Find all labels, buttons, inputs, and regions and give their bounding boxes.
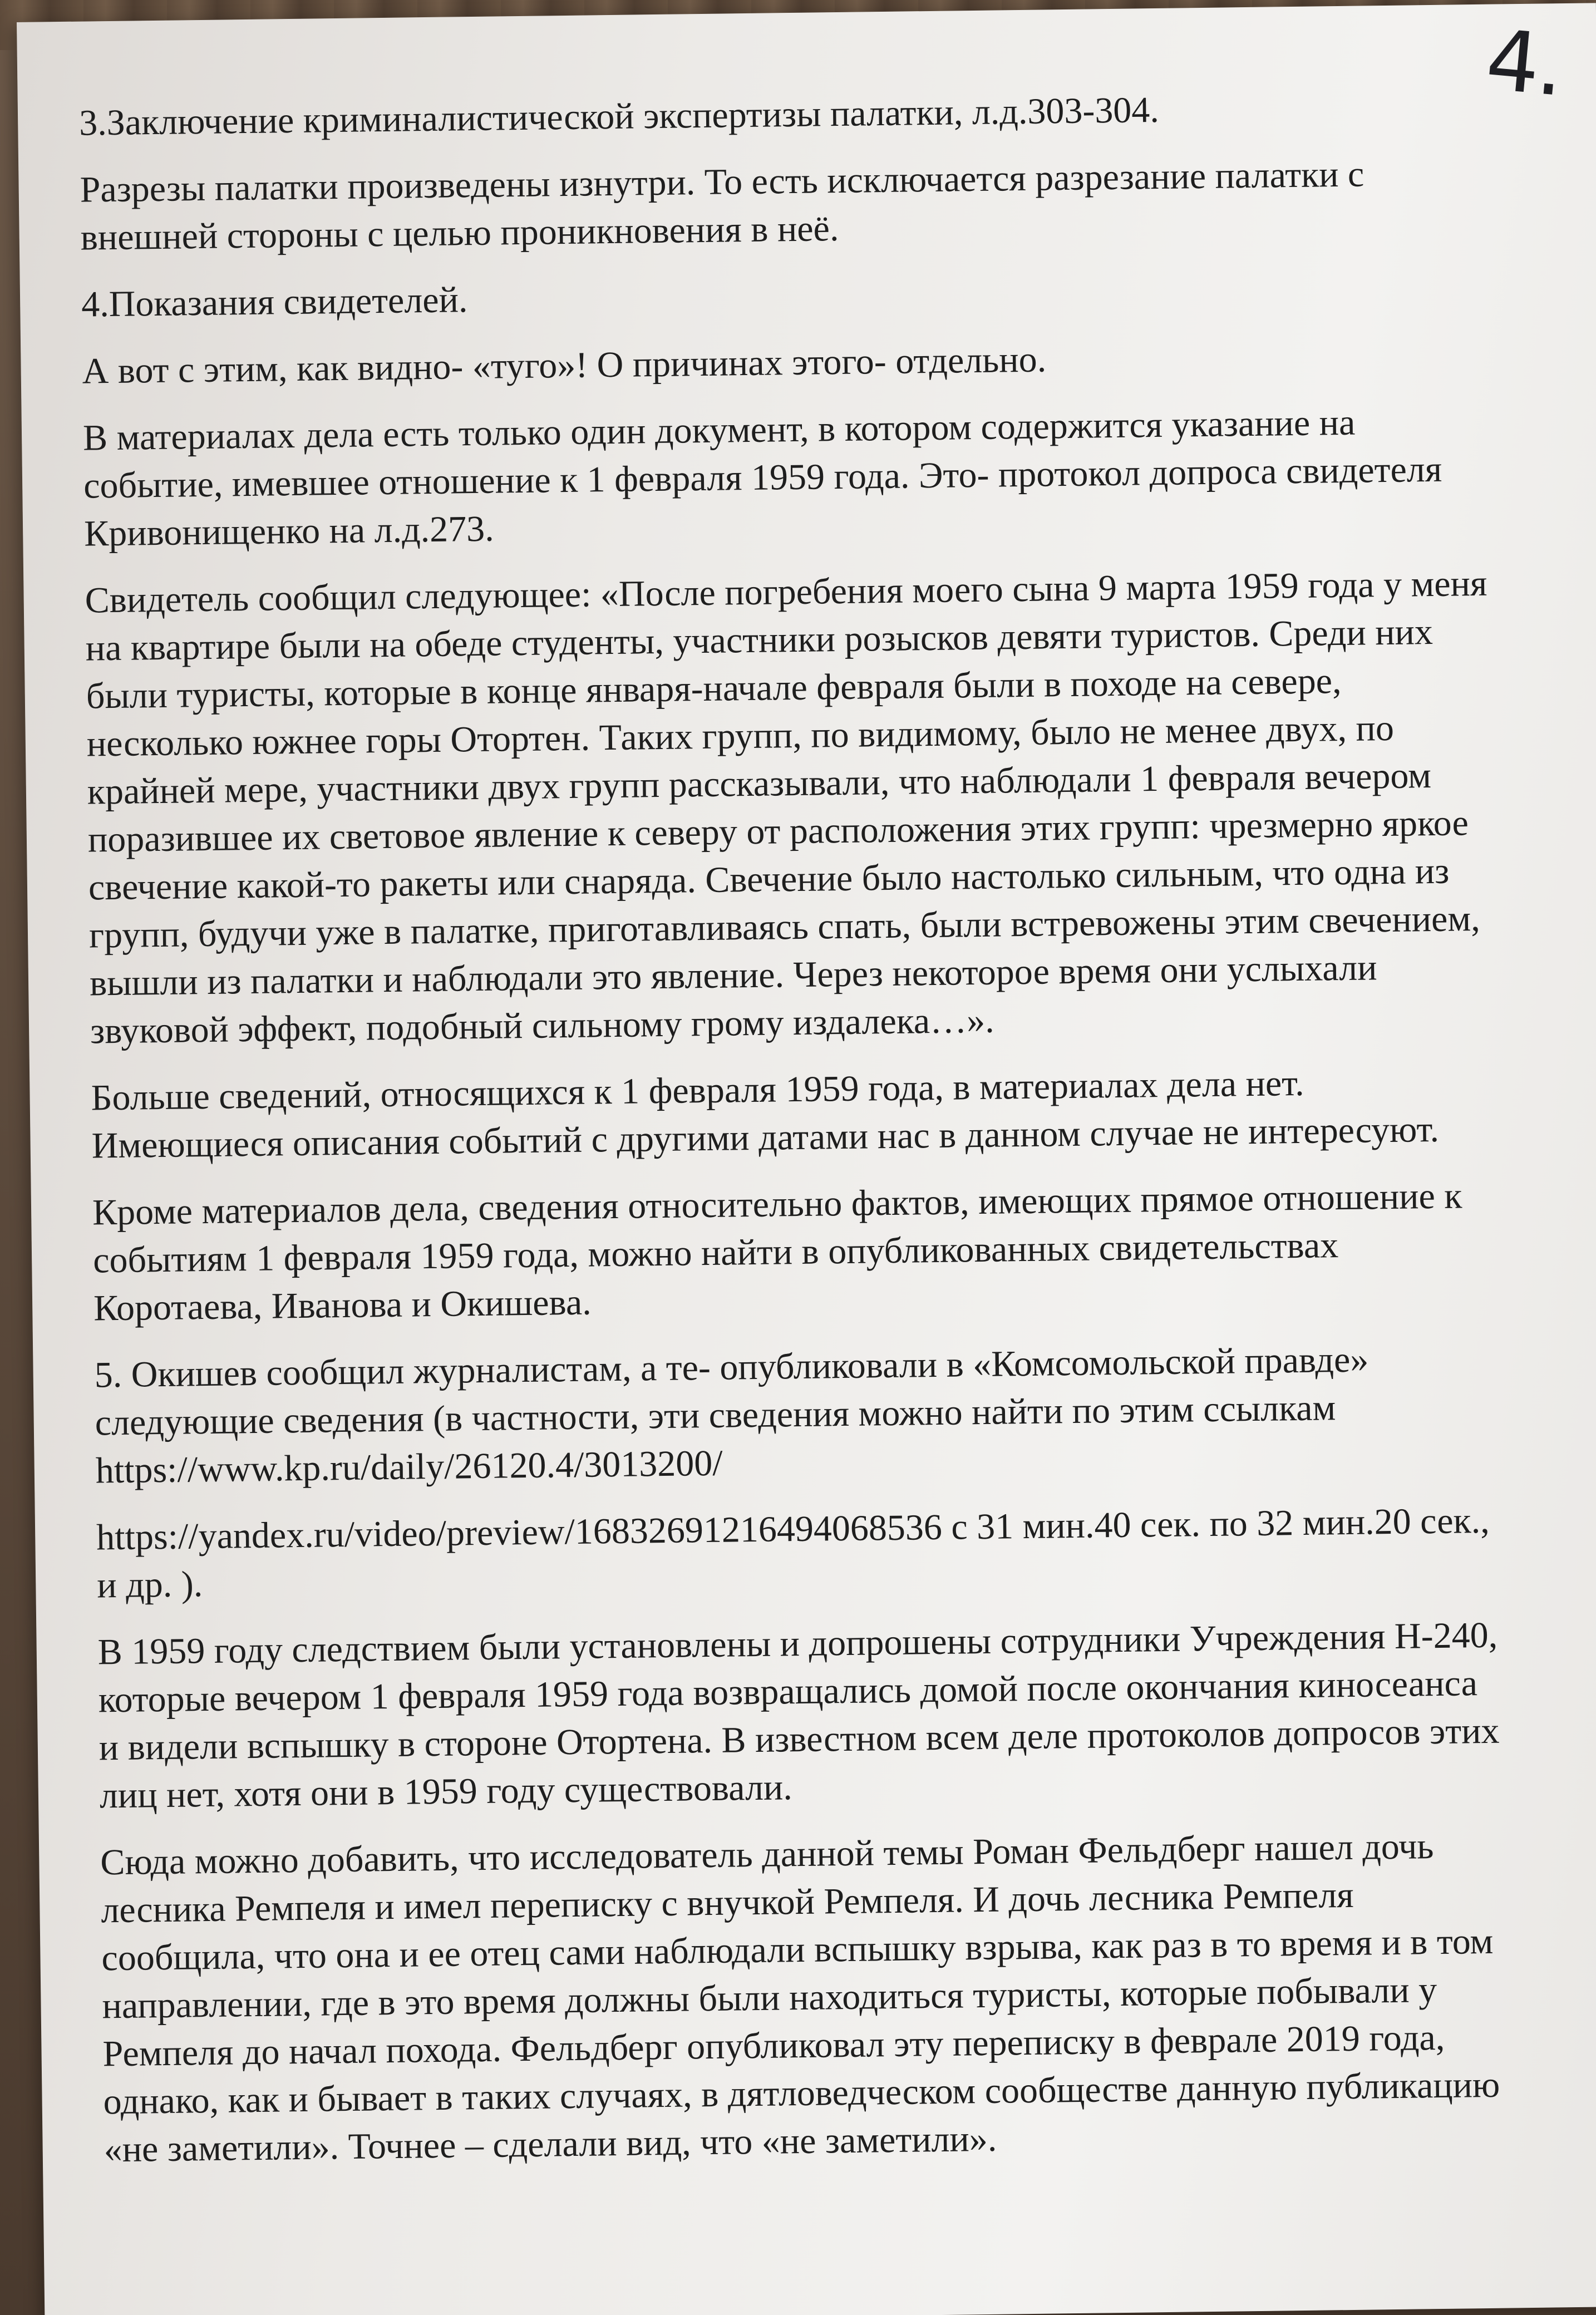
text-line: на квартире были на обеде студенты, участники розысков девяти туристов. Среди них — [85, 611, 1434, 669]
paragraph — [83, 396, 1565, 558]
text-line: сообщила, что она и ее отец сами наблюдали вспышку взрыва, как раз в то время и в том — [101, 1920, 1494, 1979]
paragraph — [96, 1496, 1578, 1609]
text-line: 3.Заключение криминалистической экспертизы палатки, л.д.303-304. — [78, 89, 1160, 144]
text-line: и др. ). — [96, 1564, 203, 1606]
text-line: направлении, где в это время должны были находиться туристы, которые побывали у — [102, 1969, 1437, 2027]
paragraph — [80, 148, 1561, 262]
text-line: https://www.kp.ru/daily/26120.4/3013200/ — [95, 1442, 723, 1491]
text-line: Сюда можно добавить, что исследователь данной темы Роман Фельдберг нашел дочь — [100, 1826, 1434, 1883]
text-line: несколько южнее горы Отортен. Таких групп, по видимому, было не менее двух, по — [86, 707, 1395, 765]
text-line: лесника Ремпеля и имел переписку с внучкой Ремпеля. И дочь лесника Ремпеля — [101, 1874, 1354, 1931]
paragraph — [97, 1610, 1580, 1820]
text-line: крайней мере, участники двух групп рассказывали, что наблюдали 1 февраля вечером — [87, 755, 1432, 812]
paragraph — [79, 81, 1560, 147]
text-line: Имеющиеся описания событий с другими датами нас в данном случае не интересуют. — [91, 1109, 1440, 1166]
text-line: событие, имевшее отношение к 1 февраля 1959 года. Это- протокол допроса свидетеля — [83, 449, 1442, 506]
text-line: которые вечером 1 февраля 1959 года возвращались домой после окончания киносеанса — [98, 1663, 1478, 1721]
text-line: поразившее их световое явление к северу от расположения этих групп: чрезмерно яркое — [87, 802, 1469, 860]
text-line: Кривонищенко на л.д.273. — [83, 508, 495, 554]
text-line: событиям 1 февраля 1959 года, можно найти в опубликованных свидетельствах — [92, 1225, 1339, 1281]
paragraph — [92, 1171, 1574, 1332]
text-line: https://yandex.ru/video/preview/16832691216494068536 с 31 мин.40 сек. по 32 мин.20 сек., — [96, 1500, 1490, 1558]
text-line: следующие сведения (в частности, эти сведения можно найти по этим ссылкам — [95, 1387, 1336, 1444]
paragraph — [85, 559, 1570, 1055]
text-line: Разрезы палатки произведены изнутри. То есть исключается разрезание палатки с — [80, 154, 1365, 210]
text-line: Коротаева, Иванова и Окишева. — [93, 1282, 592, 1329]
text-line: вышли из палатки и наблюдали это явление. Через некоторое время они услыхали — [89, 947, 1377, 1004]
text-line: В материалах дела есть только один документ, в котором содержится указание на — [82, 402, 1356, 459]
paragraph — [100, 1821, 1584, 2174]
text-line: однако, как и бывает в таких случаях, в дятловедческом сообществе данную публикацию — [103, 2064, 1500, 2122]
text-line: А вот с этим, как видно- «туго»! О причинах этого- отдельно. — [82, 339, 1047, 392]
text-line: Больше сведений, относящихся к 1 февраля 1959 года, в материалах дела нет. — [91, 1062, 1304, 1119]
text-line: и видели вспышку в стороне Отортена. В известном всем деле протоколов допросов этих — [98, 1710, 1500, 1769]
text-line: групп, будучи уже в палатке, приготавливаясь спать, были встревожены этим свечением, — [88, 898, 1481, 956]
text-line: 5. Окишев сообщил журналистам, а те- опубликовали в «Комсомольской правде» — [94, 1339, 1369, 1396]
text-line: были туристы, которые в конце января-начале февраля были в походе на севере, — [86, 661, 1342, 717]
text-line: Кроме материалов дела, сведения относительно фактов, имеющих прямое отношение к — [92, 1175, 1462, 1233]
text-line: В 1959 году следствием были установлены и допрошены сотрудники Учреждения Н-240, — [97, 1614, 1498, 1673]
text-line: Ремпеля до начал похода. Фельдберг опубликовал эту переписку в феврале 2019 года, — [102, 2017, 1445, 2075]
text-line: внешней стороны с целью проникновения в неё. — [80, 208, 839, 258]
text-line: лиц нет, хотя они в 1959 году существовали. — [99, 1767, 793, 1816]
paper-sheet — [17, 3, 1596, 2315]
paragraph — [91, 1056, 1572, 1170]
handwritten-page-number: 4. — [1482, 12, 1566, 115]
text-line: звуковой эффект, подобный сильному грому издалека…». — [90, 999, 995, 1052]
text-line: «не заметили». Точнее – сделали вид, что «не заметили». — [104, 2118, 997, 2170]
text-line: свечение какой-то ракеты или снаряда. Свечение было настолько сильным, что одна из — [88, 850, 1450, 908]
text-line: Свидетель сообщил следующее: «После погребения моего сына 9 марта 1959 года у меня — [85, 563, 1487, 621]
paragraph — [82, 329, 1563, 395]
paragraph — [94, 1333, 1576, 1495]
paragraph — [81, 263, 1562, 328]
document-body — [79, 81, 1585, 2193]
text-line: 4.Показания свидетелей. — [81, 279, 468, 325]
